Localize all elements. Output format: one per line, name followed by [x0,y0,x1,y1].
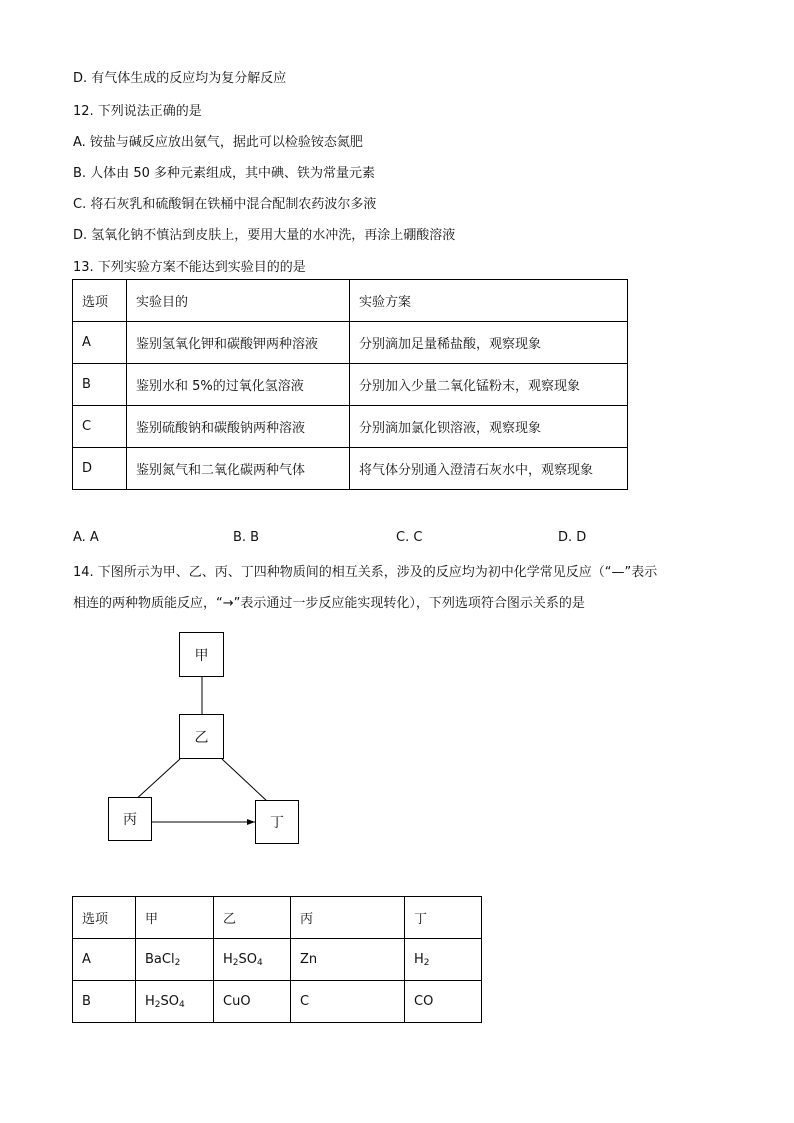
table-cell: 鉴别氢氧化钾和碳酸钾两种溶液 [127,322,350,364]
q12-stem: 12. 下列说法正确的是 [73,104,202,119]
table-cell: CuO [214,981,291,1023]
choice-d: D. D [558,530,587,545]
node-ding: 丁 [255,800,299,844]
q12-option-d: D. 氢氧化钠不慎沾到皮肤上，要用大量的水冲洗，再涂上硼酸溶液 [73,228,456,243]
table-cell: A [73,322,127,364]
table-row [73,322,628,364]
table-cell: 分别滴加氯化钡溶液，观察现象 [350,406,628,448]
table-cell: C [73,406,127,448]
table-row [73,364,628,406]
table-header-cell: 实验方案 [350,280,628,322]
table-cell: 鉴别氮气和二氧化碳两种气体 [127,448,350,490]
table-cell: $H_2SO_4$ [214,939,291,981]
table-header-cell: 甲 [136,897,214,939]
table-cell: B [73,981,136,1023]
line-yi-ding [222,759,268,802]
node-yi: 乙 [179,714,224,759]
table-row [73,939,482,981]
table-row [73,981,482,1023]
table-header-cell: 选项 [73,280,127,322]
table-header-cell: 选项 [73,897,136,939]
node-jia: 甲 [179,632,224,677]
q14-stem-line1: 14. 下图所示为甲、乙、丙、丁四种物质间的相互关系，涉及的反应均为初中化学常见反应（“—”表示 [73,565,658,580]
table-row [73,448,628,490]
table-cell: 鉴别水和 5%的过氧化氢溶液 [127,364,350,406]
table-header-row [73,897,482,939]
choice-b: B. B [233,530,260,545]
table-row [73,406,628,448]
q12-option-a: A. 铵盐与碱反应放出氨气，据此可以检验铵态氮肥 [73,135,363,150]
table-header-row [73,280,628,322]
line-yi-bing [133,759,180,802]
q14-table [72,896,482,1023]
table-cell: BaCl$_2$ [136,939,214,981]
q11-option-d: D. 有气体生成的反应均为复分解反应 [73,71,287,86]
q14-stem-line2: 相连的两种物质能反应，“→”表示通过一步反应能实现转化），下列选项符合图示关系的是 [73,596,585,611]
choice-c: C. C [396,530,423,545]
table-cell: 将气体分别通入澄清石灰水中，观察现象 [350,448,628,490]
table-cell: 分别滴加足量稀盐酸，观察现象 [350,322,628,364]
table-cell: CO [405,981,482,1023]
table-header-cell: 实验目的 [127,280,350,322]
table-cell: C [291,981,405,1023]
table-cell: B [73,364,127,406]
table-cell: $H_2SO_4$ [136,981,214,1023]
q13-stem: 13. 下列实验方案不能达到实验目的的是 [73,260,306,275]
table-cell: Zn [291,939,405,981]
table-cell: 鉴别硫酸钠和碳酸钠两种溶液 [127,406,350,448]
table-cell: 分别加入少量二氧化锰粉末，观察现象 [350,364,628,406]
table-cell: $H_2$ [405,939,482,981]
table-header-cell: 丁 [405,897,482,939]
node-bing: 丙 [108,797,152,841]
q12-option-b: B. 人体由 50 多种元素组成，其中碘、铁为常量元素 [73,166,375,181]
choice-a: A. A [73,530,99,545]
table-header-cell: 丙 [291,897,405,939]
table-header-cell: 乙 [214,897,291,939]
table-cell: D [73,448,127,490]
q12-option-c: C. 将石灰乳和硫酸铜在铁桶中混合配制农药波尔多液 [73,197,377,212]
q13-table [72,279,628,490]
table-cell: A [73,939,136,981]
